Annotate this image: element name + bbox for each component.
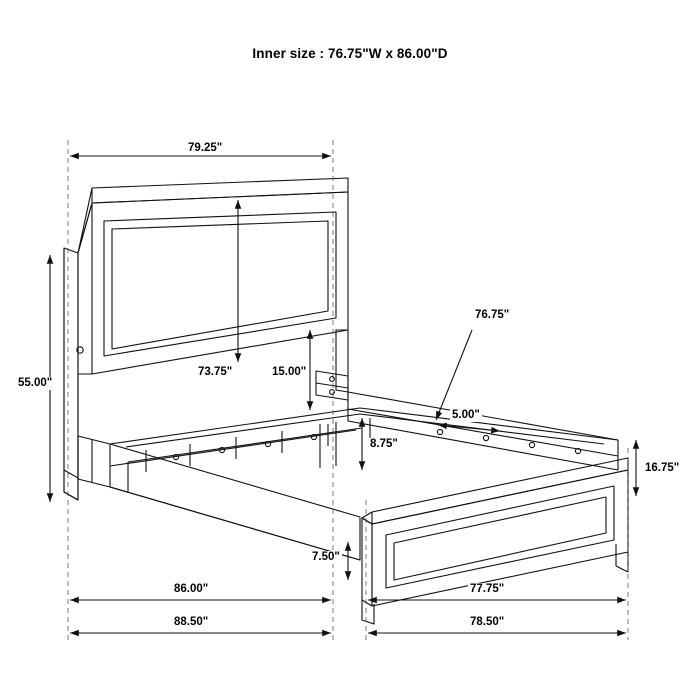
dimension-label-clearance-height: 7.50" [312, 551, 340, 563]
dimension-label-headboard-panel-height: 73.75" [198, 366, 233, 378]
dimension-label-inner-width: 76.75" [475, 309, 510, 321]
dimension-label-slat-thickness: 5.00" [452, 409, 480, 421]
dimension-label-overall-depth: 88.50" [174, 616, 209, 628]
dimension-label-rail-to-headboard: 15.00" [272, 366, 307, 378]
bed-outline [64, 178, 628, 626]
page-title: Inner size : 76.75"W x 86.00"D [252, 46, 448, 61]
dimension-label-footboard-height: 16.75" [645, 462, 680, 474]
dimension-label-rail-height: 8.75" [370, 438, 398, 450]
dimension-label-overall-height: 55.00" [18, 377, 53, 389]
dimension-label-headboard-width: 79.25" [188, 142, 223, 154]
dimension-label-inner-depth: 86.00" [174, 583, 209, 595]
dimension-label-side-depth: 77.75" [470, 583, 505, 595]
dimension-label-outer-depth: 78.50" [470, 616, 505, 628]
